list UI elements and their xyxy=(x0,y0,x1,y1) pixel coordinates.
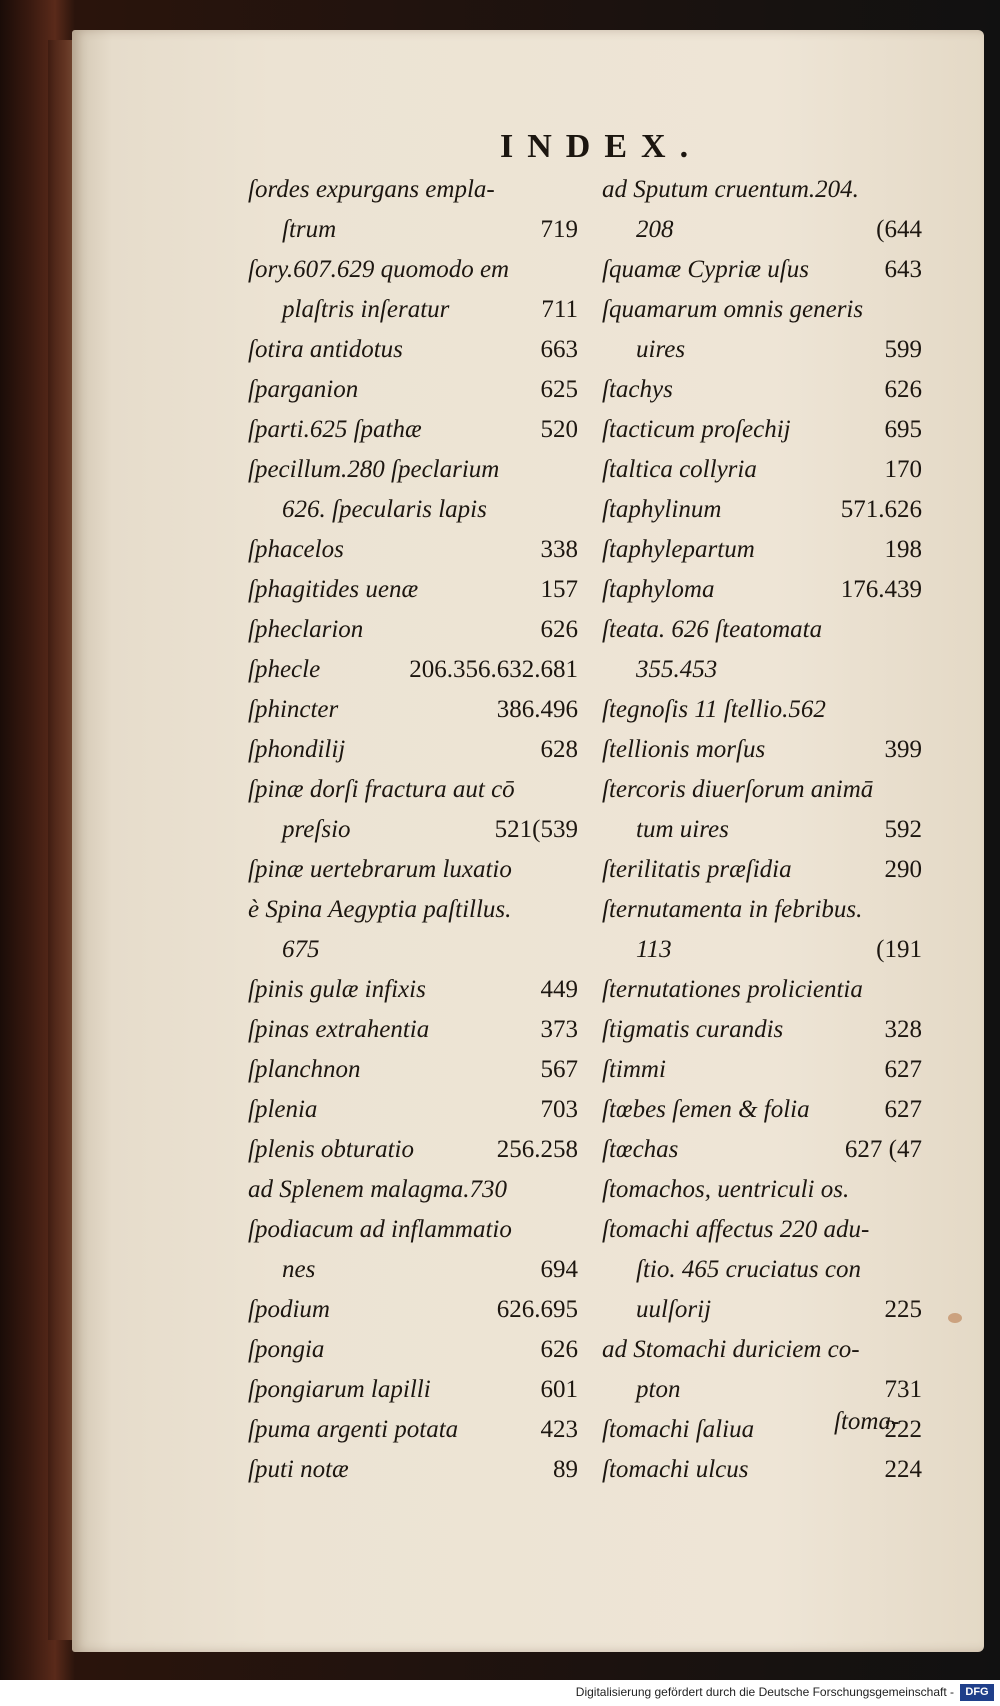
index-entry xyxy=(248,690,578,730)
entry-term: 113 xyxy=(636,936,672,963)
entry-page-number: 592 xyxy=(884,816,922,843)
entry-term: ſphecle xyxy=(248,656,321,683)
index-entry xyxy=(248,170,578,210)
index-entry xyxy=(248,370,578,410)
index-entry xyxy=(602,530,922,570)
index-entry xyxy=(602,890,922,930)
index-entry xyxy=(602,170,922,210)
index-entry xyxy=(248,650,578,690)
entry-term: ſpuma argenti potata xyxy=(248,1416,459,1443)
index-entry xyxy=(602,330,922,370)
index-entry xyxy=(602,450,922,490)
entry-page-number: 157 xyxy=(540,576,578,603)
index-entry xyxy=(248,850,578,890)
index-entry xyxy=(602,1250,922,1290)
entry-page-number: 643 xyxy=(884,256,922,283)
index-column-left xyxy=(248,170,578,1490)
entry-term: ſplanchnon xyxy=(248,1056,361,1083)
entry-page-number: 626 xyxy=(884,376,922,403)
entry-term: ſtio. 465 cruciatus con xyxy=(636,1256,861,1283)
index-entry xyxy=(602,970,922,1010)
entry-term: plaſtris inſeratur xyxy=(282,296,450,323)
entry-page-number: (191 xyxy=(876,936,922,963)
entry-term: ad Splenem malagma.730 xyxy=(248,1176,507,1203)
entry-page-number: 224 xyxy=(884,1456,922,1483)
entry-page-number: 625 xyxy=(540,376,578,403)
entry-page-number: 703 xyxy=(540,1096,578,1123)
entry-term: ſtaphyloma xyxy=(602,576,715,603)
entry-term: ſternutationes prolicientia xyxy=(602,976,863,1003)
index-entry xyxy=(602,1050,922,1090)
index-entry xyxy=(248,450,578,490)
entry-term: ſphondilij xyxy=(248,736,346,763)
entry-term: ſpodiacum ad inflammatio xyxy=(248,1216,512,1243)
entry-term: ſpecillum.280 ſpeclarium xyxy=(248,456,500,483)
entry-page-number: 628 xyxy=(540,736,578,763)
entry-term: ſordes expurgans empla- xyxy=(248,176,495,203)
index-entry xyxy=(248,1290,578,1330)
entry-term: preſsio xyxy=(282,816,351,843)
entry-term: uires xyxy=(636,336,686,363)
index-entry xyxy=(602,850,922,890)
index-entry xyxy=(602,490,922,530)
entry-page-number: 663 xyxy=(540,336,578,363)
index-entry xyxy=(248,330,578,370)
entry-term: ſparti.625 ſpathæ xyxy=(248,416,422,443)
entry-page-number: 206.356.632.681 xyxy=(409,656,578,683)
entry-term: ſquamarum omnis generis xyxy=(602,296,864,323)
entry-page-number: 399 xyxy=(884,736,922,763)
entry-page-number: 449 xyxy=(540,976,578,1003)
index-entry xyxy=(602,1170,922,1210)
entry-page-number: (644 xyxy=(876,216,922,243)
index-entry xyxy=(248,970,578,1010)
index-entry xyxy=(248,1210,578,1250)
entry-term: ſtegnoſis 11 ſtellio.562 xyxy=(602,696,826,723)
index-entry xyxy=(602,690,922,730)
index-entry xyxy=(602,210,922,250)
entry-page-number: 176.439 xyxy=(840,576,922,603)
entry-term: ad Sputum cruentum.204. xyxy=(602,176,859,203)
index-entry xyxy=(602,1450,922,1490)
index-entry xyxy=(248,1050,578,1090)
index-entry xyxy=(248,1250,578,1290)
footer-credit: Digitalisierung gefördert durch die Deutsche Forschungsgemeinschaft - xyxy=(575,1685,954,1699)
entry-term: ſputi notæ xyxy=(248,1456,349,1483)
index-entry xyxy=(248,1010,578,1050)
index-entry xyxy=(248,1370,578,1410)
entry-term: ſotira antidotus xyxy=(248,336,403,363)
entry-term: 208 xyxy=(636,216,674,243)
entry-term: ſterilitatis præſidia xyxy=(602,856,792,883)
page-header: INDEX. xyxy=(500,128,703,165)
index-entry xyxy=(602,1210,922,1250)
index-entry xyxy=(602,730,922,770)
index-entry xyxy=(602,650,922,690)
entry-term: ſquamæ Cypriæ uſus xyxy=(602,256,809,283)
entry-term: ſplenia xyxy=(248,1096,318,1123)
index-entry xyxy=(248,1450,578,1490)
entry-term: 675 xyxy=(282,936,320,963)
entry-term: è Spina Aegyptia paſtillus. xyxy=(248,896,512,923)
entry-term: ſtomachi affectus 220 adu- xyxy=(602,1216,870,1243)
entry-page-number: 198 xyxy=(884,536,922,563)
entry-term: ſtimmi xyxy=(602,1056,666,1083)
index-entry xyxy=(248,810,578,850)
entry-term: ſtigmatis curandis xyxy=(602,1016,784,1043)
index-entry xyxy=(248,490,578,530)
entry-page-number: 423 xyxy=(540,1416,578,1443)
index-entry xyxy=(602,1090,922,1130)
entry-term: ſpinis gulæ infixis xyxy=(248,976,426,1003)
entry-page-number: 567 xyxy=(540,1056,578,1083)
index-entry xyxy=(602,1010,922,1050)
index-entry xyxy=(248,410,578,450)
entry-page-number: 627 (47 xyxy=(844,1136,922,1163)
index-entry xyxy=(602,250,922,290)
entry-term: 355.453 xyxy=(636,656,718,683)
index-entry xyxy=(248,1410,578,1450)
entry-term: ſpongiarum lapilli xyxy=(248,1376,431,1403)
entry-term: ſpodium xyxy=(248,1296,330,1323)
index-entry xyxy=(248,290,578,330)
entry-page-number: 694 xyxy=(540,1256,578,1283)
index-entry xyxy=(248,570,578,610)
entry-term: ſtaphylinum xyxy=(602,496,722,523)
index-entry xyxy=(248,610,578,650)
entry-term: ſplenis obturatio xyxy=(248,1136,414,1163)
index-entry xyxy=(602,290,922,330)
entry-term: ſpinas extrahentia xyxy=(248,1016,430,1043)
entry-term: ſtomachi ulcus xyxy=(602,1456,749,1483)
entry-page-number: 521(539 xyxy=(494,816,578,843)
entry-page-number: 571.626 xyxy=(840,496,922,523)
index-entry xyxy=(602,370,922,410)
entry-term: ſtœchas xyxy=(602,1136,679,1163)
entry-page-number: 89 xyxy=(553,1456,578,1483)
index-column-right xyxy=(602,170,922,1490)
index-entry xyxy=(602,930,922,970)
entry-term: ſtaphylepartum xyxy=(602,536,755,563)
entry-term: nes xyxy=(282,1256,316,1283)
entry-term: tum uires xyxy=(636,816,729,843)
entry-page-number: 626.695 xyxy=(496,1296,578,1323)
entry-page-number: 601 xyxy=(540,1376,578,1403)
entry-page-number: 373 xyxy=(540,1016,578,1043)
entry-term: 626. ſpecularis lapis xyxy=(282,496,487,523)
index-entry xyxy=(248,250,578,290)
entry-page-number: 627 xyxy=(884,1096,922,1123)
entry-term: ſtellionis morſus xyxy=(602,736,766,763)
entry-term: ſpinæ dorſi fractura aut cō xyxy=(248,776,515,803)
entry-page-number: 626 xyxy=(540,616,578,643)
entry-page-number: 338 xyxy=(540,536,578,563)
index-entry xyxy=(602,1130,922,1170)
footer-bar xyxy=(0,1680,1000,1706)
index-entry xyxy=(602,1290,922,1330)
index-entry xyxy=(602,1370,922,1410)
entry-page-number: 386.496 xyxy=(496,696,578,723)
paper-stain xyxy=(948,1313,962,1323)
index-entry xyxy=(248,770,578,810)
entry-page-number: 731 xyxy=(884,1376,922,1403)
entry-page-number: 626 xyxy=(540,1336,578,1363)
index-entry xyxy=(248,210,578,250)
entry-term: ſphacelos xyxy=(248,536,344,563)
index-entry xyxy=(602,810,922,850)
entry-term: ſpongia xyxy=(248,1336,325,1363)
entry-term: ſtacticum proſechij xyxy=(602,416,791,443)
entry-term: ſphincter xyxy=(248,696,339,723)
entry-term: uulſorij xyxy=(636,1296,712,1323)
entry-term: ſtercoris diuerſorum animā xyxy=(602,776,874,803)
entry-term: ſteata. 626 ſteatomata xyxy=(602,616,823,643)
index-entry xyxy=(248,1330,578,1370)
entry-term: ſtomachi ſaliua xyxy=(602,1416,755,1443)
entry-term: ſtaltica collyria xyxy=(602,456,757,483)
catchword: ſtoma- xyxy=(834,1408,900,1435)
entry-term: ad Stomachi duriciem co- xyxy=(602,1336,860,1363)
entry-page-number: 170 xyxy=(884,456,922,483)
index-entry xyxy=(248,1170,578,1210)
index-entry xyxy=(602,570,922,610)
index-entry xyxy=(248,930,578,970)
entry-term: ſpheclarion xyxy=(248,616,364,643)
index-entry xyxy=(248,1130,578,1170)
entry-page-number: 328 xyxy=(884,1016,922,1043)
entry-term: ſphagitides uenæ xyxy=(248,576,419,603)
entry-term: ſpinæ uertebrarum luxatio xyxy=(248,856,512,883)
entry-page-number: 290 xyxy=(884,856,922,883)
dfg-logo-icon: DFG xyxy=(960,1684,994,1701)
entry-page-number: 520 xyxy=(540,416,578,443)
entry-term: ſtœbes ſemen & folia xyxy=(602,1096,810,1123)
index-entry xyxy=(248,530,578,570)
index-entry xyxy=(248,730,578,770)
index-entry xyxy=(602,610,922,650)
index-entry xyxy=(248,890,578,930)
entry-term: ſory.607.629 quomodo em xyxy=(248,256,510,283)
index-entry xyxy=(602,770,922,810)
entry-page-number: 711 xyxy=(541,296,578,323)
entry-page-number: 225 xyxy=(884,1296,922,1323)
index-entry xyxy=(602,1330,922,1370)
index-entry xyxy=(248,1090,578,1130)
entry-term: ſparganion xyxy=(248,376,359,403)
entry-page-number: 695 xyxy=(884,416,922,443)
entry-page-number: 599 xyxy=(884,336,922,363)
entry-page-number: 627 xyxy=(884,1056,922,1083)
entry-term: ſtomachos, uentriculi os. xyxy=(602,1176,850,1203)
entry-page-number: 222 xyxy=(884,1416,922,1443)
entry-page-number: 256.258 xyxy=(496,1136,578,1163)
entry-page-number: 719 xyxy=(540,216,578,243)
index-entry xyxy=(602,410,922,450)
entry-term: ſternutamenta in febribus. xyxy=(602,896,863,923)
entry-term: pton xyxy=(636,1376,681,1403)
entry-term: ſtrum xyxy=(282,216,337,243)
entry-term: ſtachys xyxy=(602,376,673,403)
